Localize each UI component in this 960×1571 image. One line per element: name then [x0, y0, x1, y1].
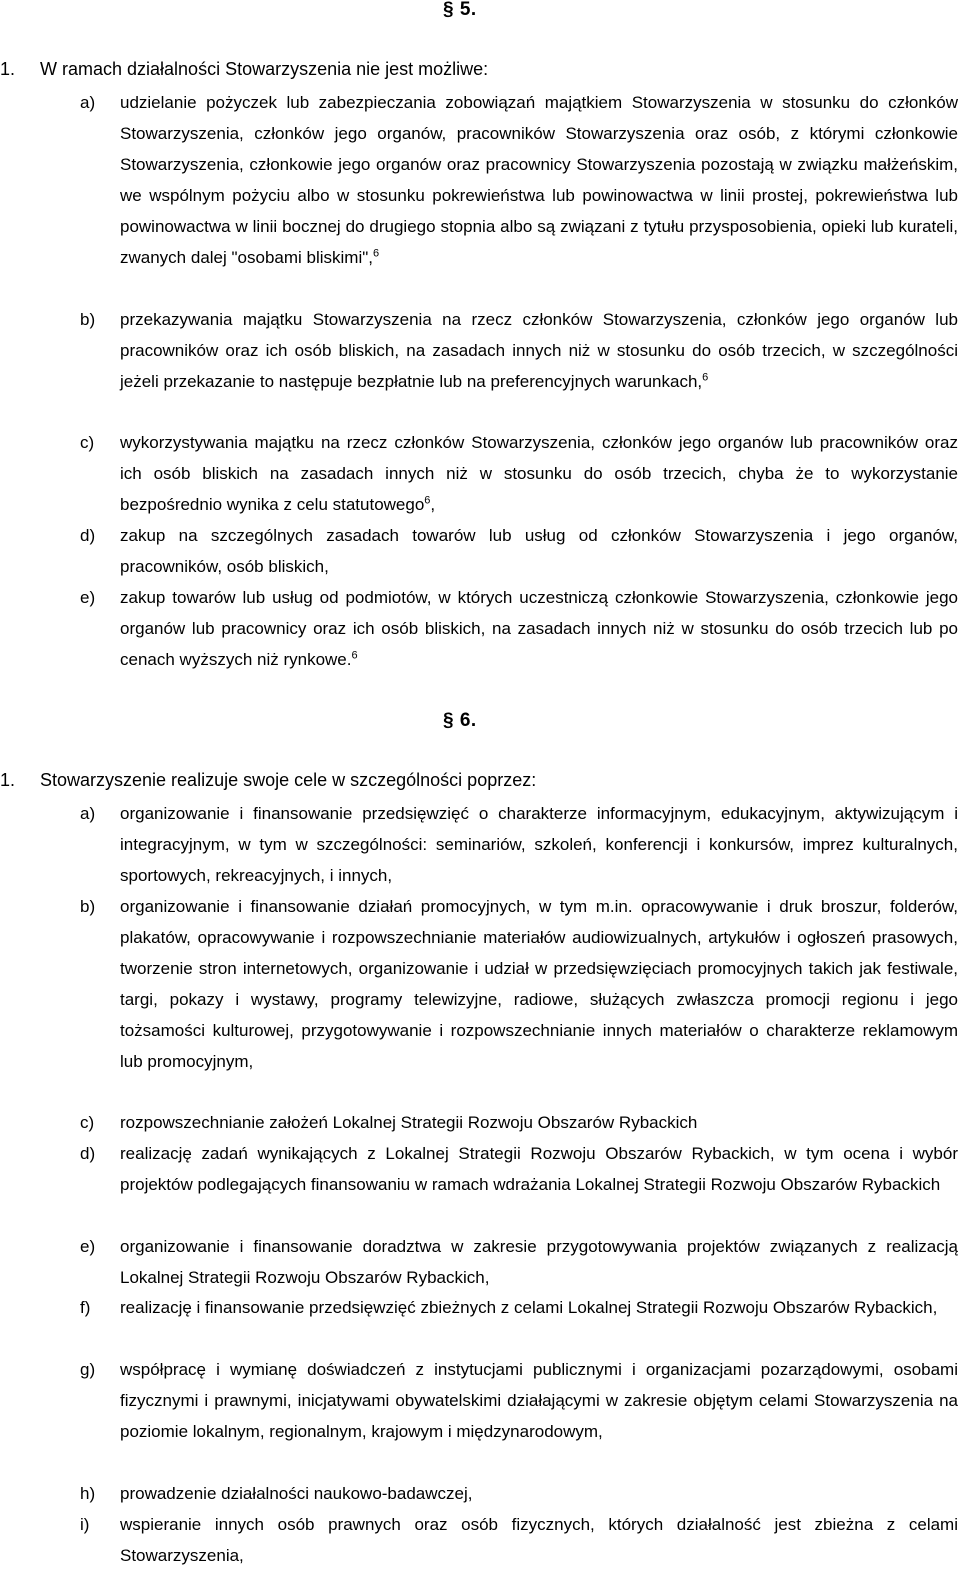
point-text: W ramach działalności Stowarzyszenia nie jest możliwe:	[40, 59, 489, 79]
section-6-item-c	[80, 1107, 958, 1138]
section-6-item-i	[80, 1509, 958, 1571]
item-letter: c)	[80, 1113, 95, 1132]
item-letter: b)	[80, 310, 96, 329]
item-text: realizację zadań wynikających z Lokalnej Strategii Rozwoju Obszarów Rybackich, w tym ocena i wybór projektów podlegających finansowaniu w ramach wdrażania Lokalnej Strategii Rozwoju Obszarów Rybackich	[120, 1144, 958, 1194]
section-5-item-e	[80, 582, 958, 675]
section-6-title: § 6.	[443, 710, 477, 731]
section-5-item-d	[80, 520, 958, 582]
section-6-item-f	[80, 1292, 958, 1323]
section-6-point-1	[0, 770, 536, 791]
section-5-item-b	[80, 304, 958, 397]
item-letter: g)	[80, 1360, 96, 1379]
item-text: wykorzystywania majątku na rzecz członków Stowarzyszenia, członków jego organów lub pracowników oraz ich osób bliskich na zasadach innych niż w stosunku do osób trzecich, chyba że to wykorzystanie bezpośrednio wynika z celu statutowego	[120, 433, 958, 514]
item-text: organizowanie i finansowanie działań promocyjnych, w tym m.in. opracowywanie i druk broszur, folderów, plakatów, opracowywanie i rozpowszechnianie materiałów audiowizualnych, artykułów i ogłoszeń prasowych, tworzenie stron internetowych, organizowanie i udział w przedsięwzięciach promocyjnych takich jak festiwale, targi, pokazy i wystawy, programy telewizyjne, radiowe, służących zwłaszcza promocji regionu i jego tożsamości kulturowej, przygotowywanie i rozpowszechnianie innych materiałów o charakterze reklamowym lub promocyjnym,	[120, 897, 958, 1071]
footnote-ref: 6	[702, 371, 709, 384]
section-6-item-h	[80, 1478, 958, 1509]
footnote-ref: 6	[351, 649, 358, 662]
item-text: udzielanie pożyczek lub zabezpieczania zobowiązań majątkiem Stowarzyszenia w stosunku do członków Stowarzyszenia, członków jego organów, pracowników Stowarzyszenia oraz osób, z którymi członkowie Stowarzyszenia, członkowie jego organów oraz pracownicy Stowarzyszenia pozostają w związku małżeńskim, we wspólnym pożyciu albo w stosunku pokrewieństwa lub powinowactwa w linii prostej, pokrewieństwa lub powinowactwa w linii bocznej do drugiego stopnia albo są związani z tytułu przysposobienia, opieki lub kurateli, zwanych dalej "osobami bliskimi",	[120, 93, 958, 267]
point-number: 1.	[0, 770, 16, 790]
item-letter: e)	[80, 588, 96, 607]
item-text: prowadzenie działalności naukowo-badawczej,	[120, 1484, 473, 1503]
item-text: zakup towarów lub usług od podmiotów, w których uczestniczą członkowie Stowarzyszenia, członkowie jego organów lub pracownicy oraz ich osób bliskich, na zasadach innych niż w stosunku do osób trzecich lub po cenach wyższych niż rynkowe.	[120, 588, 958, 669]
item-letter: i)	[80, 1515, 90, 1534]
item-text: realizację i finansowanie przedsięwzięć zbieżnych z celami Lokalnej Strategii Rozwoju Obszarów Rybackich,	[120, 1298, 938, 1317]
item-letter: f)	[80, 1298, 91, 1317]
section-5-point-1	[0, 59, 488, 80]
item-text: organizowanie i finansowanie doradztwa w zakresie przygotowywania projektów związanych z realizacją Lokalnej Strategii Rozwoju Obszarów Rybackich,	[120, 1237, 958, 1287]
item-text: współpracę i wymianę doświadczeń z instytucjami publicznymi i organizacjami pozarządowymi, osobami fizycznymi i prawnymi, inicjatywami obywatelskimi działającymi w zakresie objętym celami Stowarzyszenia na poziomie lokalnym, regionalnym, krajowym i międzynarodowym,	[120, 1360, 958, 1441]
footnote-ref: 6	[424, 494, 431, 507]
item-letter: d)	[80, 1144, 96, 1163]
section-6-item-b	[80, 891, 958, 1077]
section-5-title: § 5.	[443, 0, 477, 20]
item-text: wspieranie innych osób prawnych oraz osób fizycznych, których działalność jest zbieżna z celami Stowarzyszenia,	[120, 1515, 958, 1565]
section-6-item-d	[80, 1138, 958, 1200]
point-number: 1.	[0, 59, 16, 79]
item-text: przekazywania majątku Stowarzyszenia na rzecz członków Stowarzyszenia, członków jego organów lub pracowników oraz ich osób bliskich, na zasadach innych niż w stosunku do osób trzecich, w szczególności jeżeli przekazanie to następuje bezpłatnie lub na preferencyjnych warunkach,	[120, 310, 958, 391]
item-letter: d)	[80, 526, 96, 545]
item-letter: e)	[80, 1237, 96, 1256]
section-5-item-a	[80, 87, 958, 273]
item-letter: a)	[80, 804, 96, 823]
item-letter: h)	[80, 1484, 96, 1503]
item-letter: b)	[80, 897, 96, 916]
footnote-ref: 6	[373, 247, 380, 260]
item-tail: ,	[430, 495, 436, 514]
section-6-item-a	[80, 798, 958, 891]
section-5-item-c	[80, 427, 958, 520]
item-letter: c)	[80, 433, 95, 452]
point-text: Stowarzyszenie realizuje swoje cele w szczególności poprzez:	[40, 770, 537, 790]
item-text: organizowanie i finansowanie przedsięwzięć o charakterze informacyjnym, edukacyjnym, aktywizującym i integracyjnym, w tym w szczególności: seminariów, szkoleń, konferencji i konkursów, imprez kulturalnych, sportowych, rekreacyjnych, i innych,	[120, 804, 958, 885]
item-text: zakup na szczególnych zasadach towarów lub usług od członków Stowarzyszenia i jego organów, pracowników, osób bliskich,	[120, 526, 958, 576]
item-letter: a)	[80, 93, 96, 112]
item-text: rozpowszechnianie założeń Lokalnej Strategii Rozwoju Obszarów Rybackich	[120, 1113, 698, 1132]
section-6-item-g	[80, 1354, 958, 1447]
section-6-item-e	[80, 1231, 958, 1293]
